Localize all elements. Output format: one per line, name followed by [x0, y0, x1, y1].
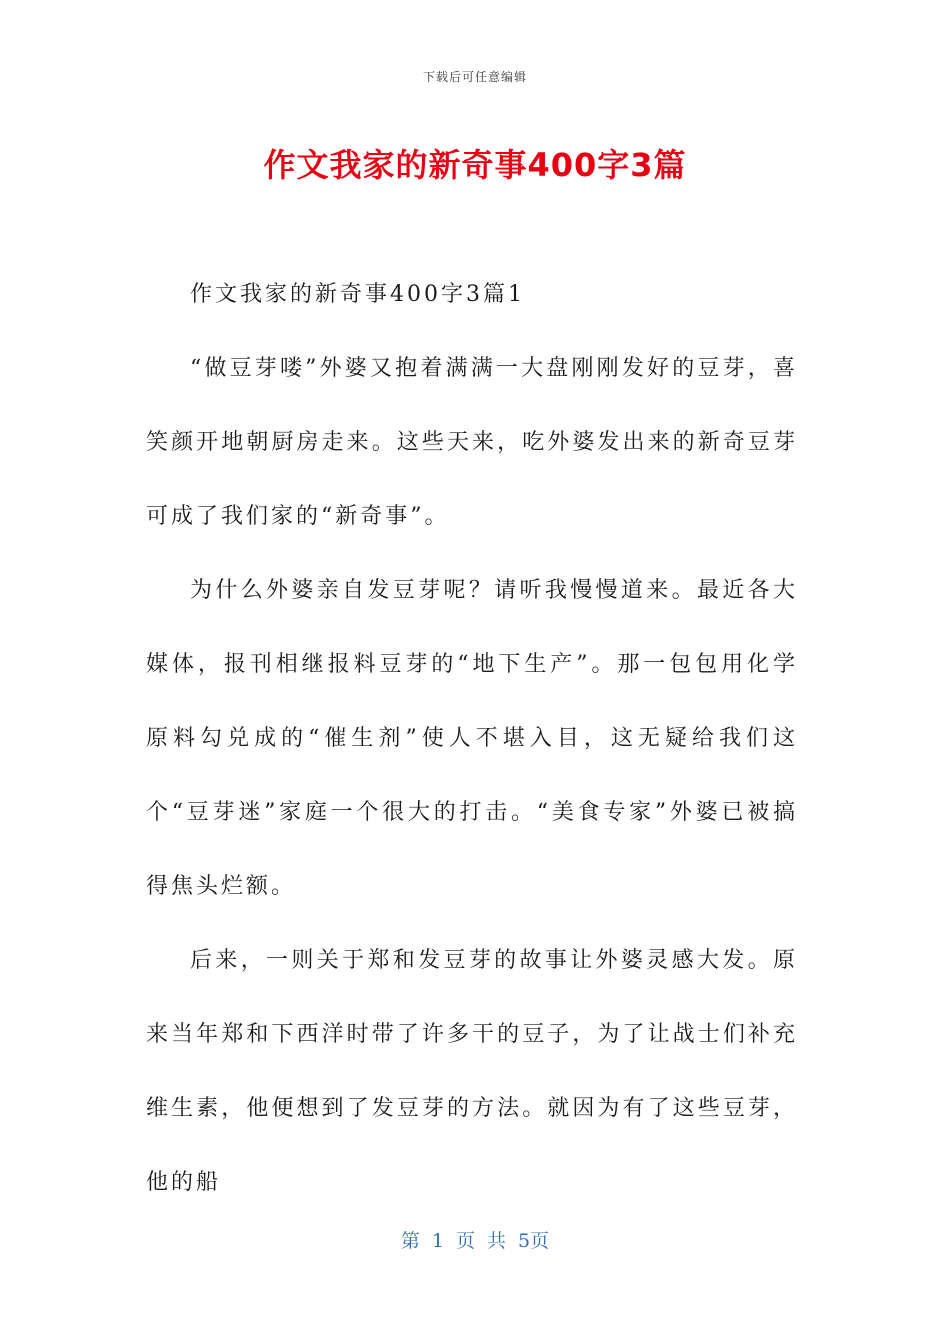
page-current-number: 1 [431, 1230, 444, 1252]
page-word: 页 [455, 1230, 475, 1252]
total-prefix: 共 [487, 1230, 507, 1252]
document-body [146, 258, 798, 1220]
page-total: 5页 [518, 1230, 550, 1252]
paragraph: “做豆芽喽”外婆又抱着满满一大盘刚刚发好的豆芽，喜笑颜开地朝厨房走来。这些天来，吃外婆发出来的新奇豆芽可成了我们家的“新奇事”。 [146, 356, 798, 529]
page-prefix: 第 [400, 1230, 420, 1252]
document-title: 作文我家的新奇事400字3篇 [263, 146, 687, 184]
paragraph-subtitle: 作文我家的新奇事400字3篇1 [190, 282, 525, 307]
paragraph: 后来，一则关于郑和发豆芽的故事让外婆灵感大发。原来当年郑和下西洋时带了许多干的豆子，为了让战士们补充维生素，他便想到了发豆芽的方法。就因为有了这些豆芽，他的船 [146, 948, 798, 1195]
page-footer [0, 1226, 950, 1253]
page-header-note: 下载后可任意编辑 [422, 70, 527, 84]
paragraph: 为什么外婆亲自发豆芽呢？请听我慢慢道来。最近各大媒体，报刊相继报料豆芽的“地下生产”。那一包包用化学原料勾兑成的“催生剂”使人不堪入目，这无疑给我们这个“豆芽迷”家庭一个很大的打击。“美食专家”外婆已被搞得焦头烂额。 [146, 578, 798, 899]
